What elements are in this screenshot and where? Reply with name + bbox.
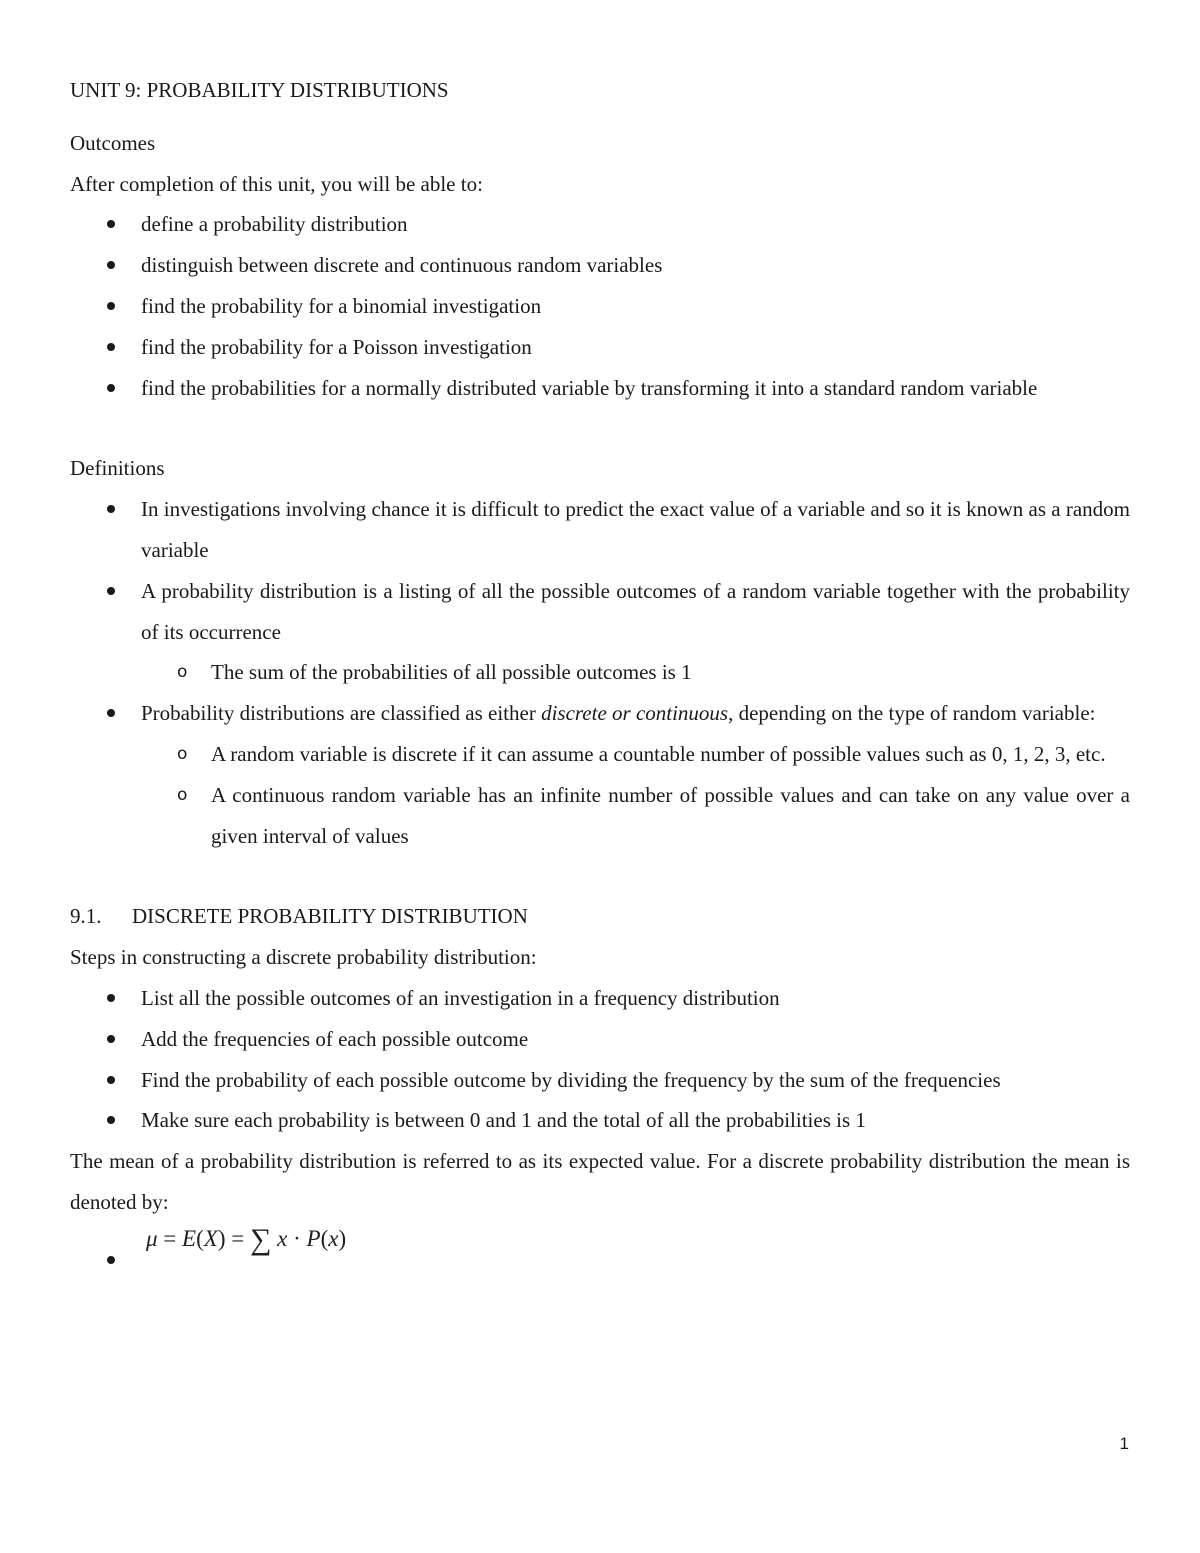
outcome-item: find the probabilities for a normally distributed variable by transforming it into a standard random variable: [70, 368, 1130, 409]
expected-value-formula: μ = E(X) = ∑ x · P(x): [146, 1222, 347, 1256]
formula-sigma: ∑: [249, 1222, 272, 1256]
definition-subitem-discrete: o A random variable is discrete if it can assume a countable number of possible values such as 0, 1, 2, 3, etc.: [70, 734, 1130, 775]
outcome-item: define a probability distribution: [70, 204, 1130, 245]
formula-bullet-row: [70, 1223, 1130, 1267]
step-item: Find the probability of each possible outcome by dividing the frequency by the sum of the frequencies: [70, 1060, 1130, 1101]
unit-title: UNIT 9: PROBABILITY DISTRIBUTIONS: [70, 78, 449, 102]
outcomes-intro: After completion of this unit, you will be able to:: [70, 171, 483, 196]
formula-x: x: [277, 1225, 288, 1251]
page-content: [70, 70, 1130, 1267]
outcome-item: find the probability for a binomial investigation: [70, 286, 1130, 327]
definition-subitem-sum: o The sum of the probabilities of all possible outcomes is 1: [70, 652, 1130, 693]
step-item: List all the possible outcomes of an investigation in a frequency distribution: [70, 978, 1130, 1019]
definitions-heading: Definitions: [70, 456, 165, 481]
formula-eq2: =: [225, 1225, 250, 1251]
definition-item-classification: [70, 693, 1130, 734]
outcome-item: distinguish between discrete and continuous random variables: [70, 245, 1130, 286]
outcomes-heading: Outcomes: [70, 130, 156, 155]
section-title: DISCRETE PROBABILITY DISTRIBUTION: [132, 904, 528, 929]
section-number: 9.1.: [70, 904, 102, 929]
steps-intro: Steps in constructing a discrete probability distribution:: [70, 945, 537, 970]
formula-E: E: [182, 1225, 197, 1251]
definitions-list: [70, 489, 1130, 856]
steps-list: [70, 978, 1130, 1141]
outcomes-list: [70, 204, 1130, 408]
formula-X: X: [203, 1225, 218, 1251]
classification-text-italic: discrete or continuous: [541, 701, 729, 726]
formula-x2: x: [328, 1225, 339, 1251]
section-heading: [70, 896, 1130, 937]
formula-P: P: [306, 1225, 321, 1251]
definition-subitem-continuous: o A continuous random variable has an infinite number of possible values and can take on any value over a given interval of values: [70, 775, 1130, 857]
mean-paragraph: The mean of a probability distribution is referred to as its expected value. For a discrete probability distribution the mean is denoted by:: [70, 1149, 1130, 1214]
formula-mu: μ: [146, 1225, 158, 1251]
page-number: 1: [1119, 1434, 1129, 1453]
formula-eq1: =: [157, 1225, 183, 1251]
step-item: Add the frequencies of each possible outcome: [70, 1019, 1130, 1060]
step-item: Make sure each probability is between 0 and 1 and the total of all the probabilities is 1: [70, 1100, 1130, 1141]
definition-item-random-variable: In investigations involving chance it is difficult to predict the exact value of a variable and so it is known as a random variable: [70, 489, 1130, 571]
formula-dot: ·: [287, 1225, 307, 1251]
definition-item-probability-distribution: A probability distribution is a listing of all the possible outcomes of a random variable together with the probability of its occurrence: [70, 571, 1130, 653]
outcome-item: find the probability for a Poisson investigation: [70, 327, 1130, 368]
classification-text-after: , depending on the type of random variable:: [728, 701, 1096, 726]
classification-text-before: Probability distributions are classified as either: [141, 701, 542, 726]
